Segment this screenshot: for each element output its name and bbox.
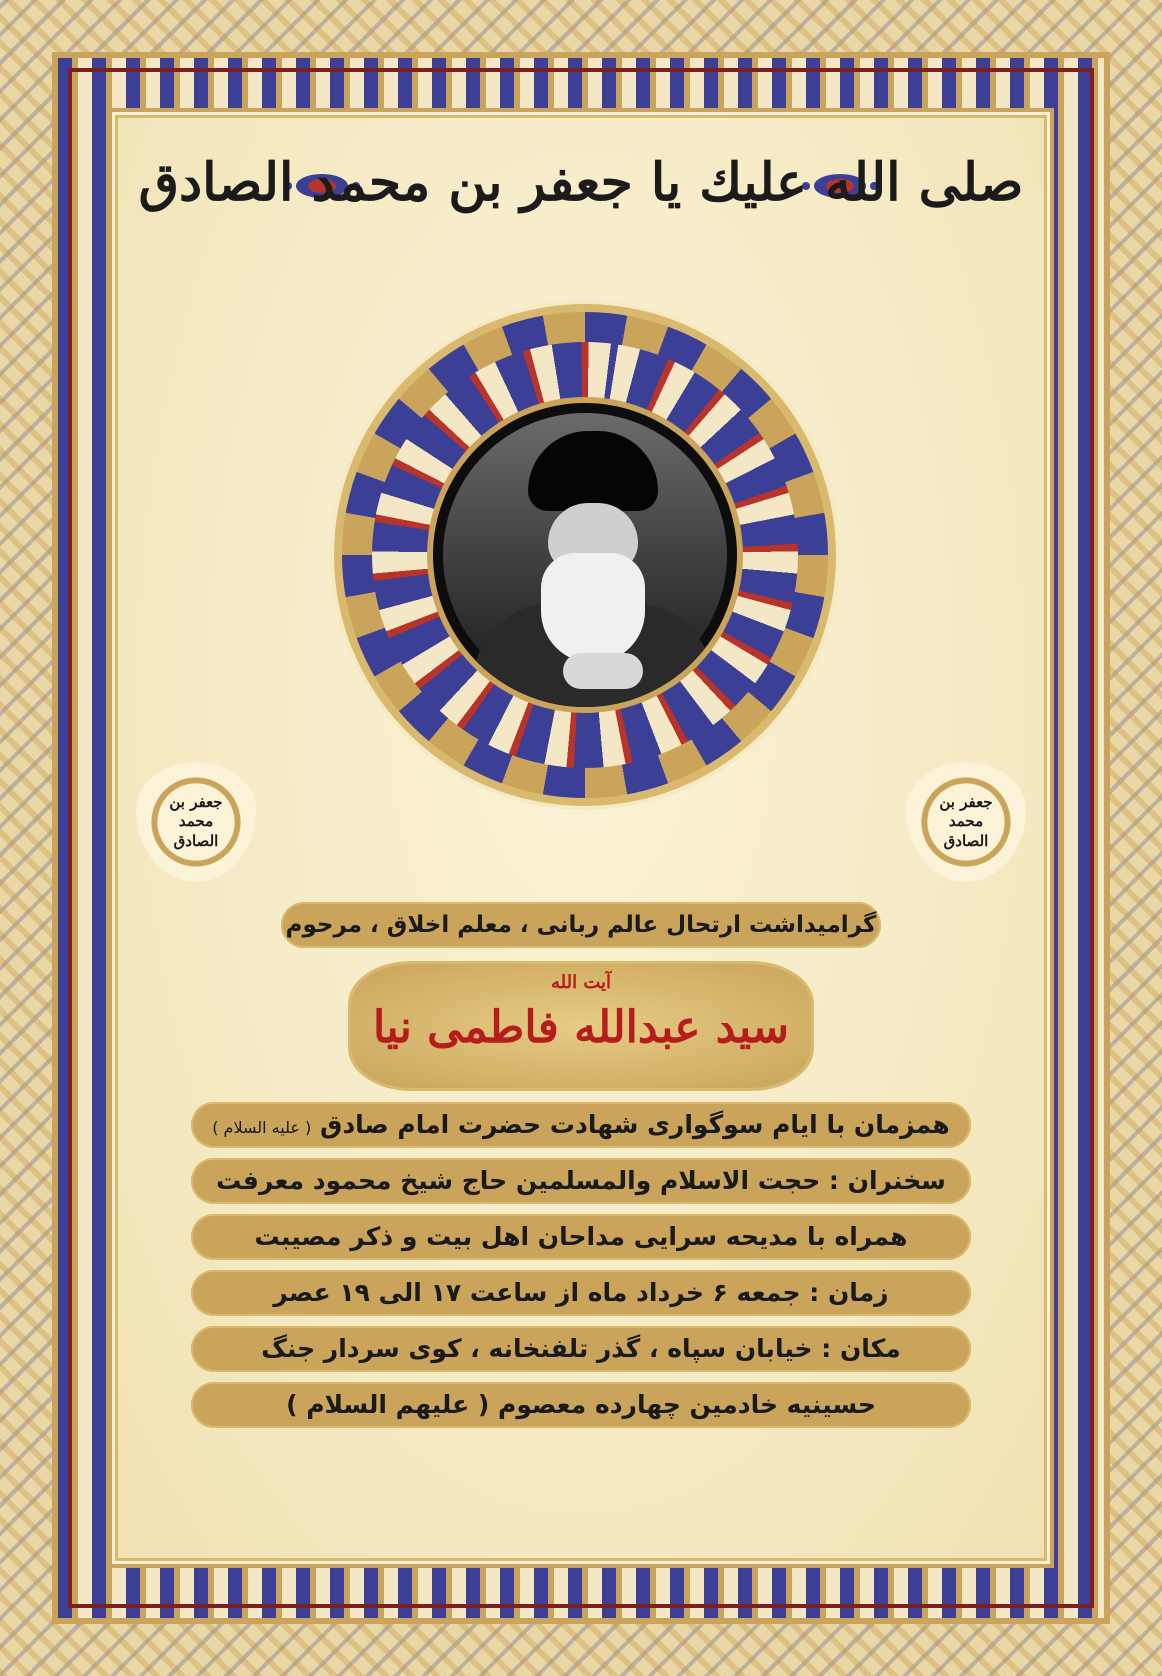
occasion-text: همزمان با ایام سوگواری شهادت حضرت امام صادق: [319, 1110, 950, 1139]
honorific-title: آیت الله: [550, 972, 612, 993]
beard-shape: [541, 553, 645, 663]
intro-banner: گرامیداشت ارتحال عالم ربانی ، معلم اخلاق ، مرحوم: [281, 902, 881, 948]
info-line-time: زمان : جمعه ۶ خرداد ماه از ساعت ۱۷ الی ۱۹ عصر: [191, 1270, 971, 1316]
portrait-frame: [427, 397, 743, 713]
hands-shape: [563, 653, 643, 689]
info-line-program: همراه با مدیحه سرایی مداحان اهل بیت و ذکر مصیبت: [191, 1214, 971, 1260]
turban-shape: [528, 431, 658, 511]
name-plate: [351, 964, 811, 1088]
header-calligraphy: صلى الله عليك يا جعفر بن محمد الصادق: [138, 152, 1024, 213]
side-medallion-right: جعفر بن محمد الصادق: [906, 762, 1026, 882]
honoree-name: سید عبدالله فاطمی نیا: [372, 1002, 790, 1053]
info-line-occasion: [191, 1102, 971, 1148]
info-line-location: مکان : خیابان سپاه ، گذر تلفنخانه ، کوی سردار جنگ: [191, 1326, 971, 1372]
occasion-suffix: ( علیه السلام ): [212, 1118, 312, 1137]
side-medallion-left: جعفر بن محمد الصادق: [136, 762, 256, 882]
portrait-photo: [443, 413, 727, 697]
poster-panel: [108, 108, 1054, 1568]
portrait-medallion: [342, 312, 828, 798]
info-line-speaker: سخنران : حجت الاسلام والمسلمین حاج شیخ محمود معرفت: [191, 1158, 971, 1204]
info-line-venue: حسینیه خادمین چهارده معصوم ( علیهم السلام ): [191, 1382, 971, 1428]
